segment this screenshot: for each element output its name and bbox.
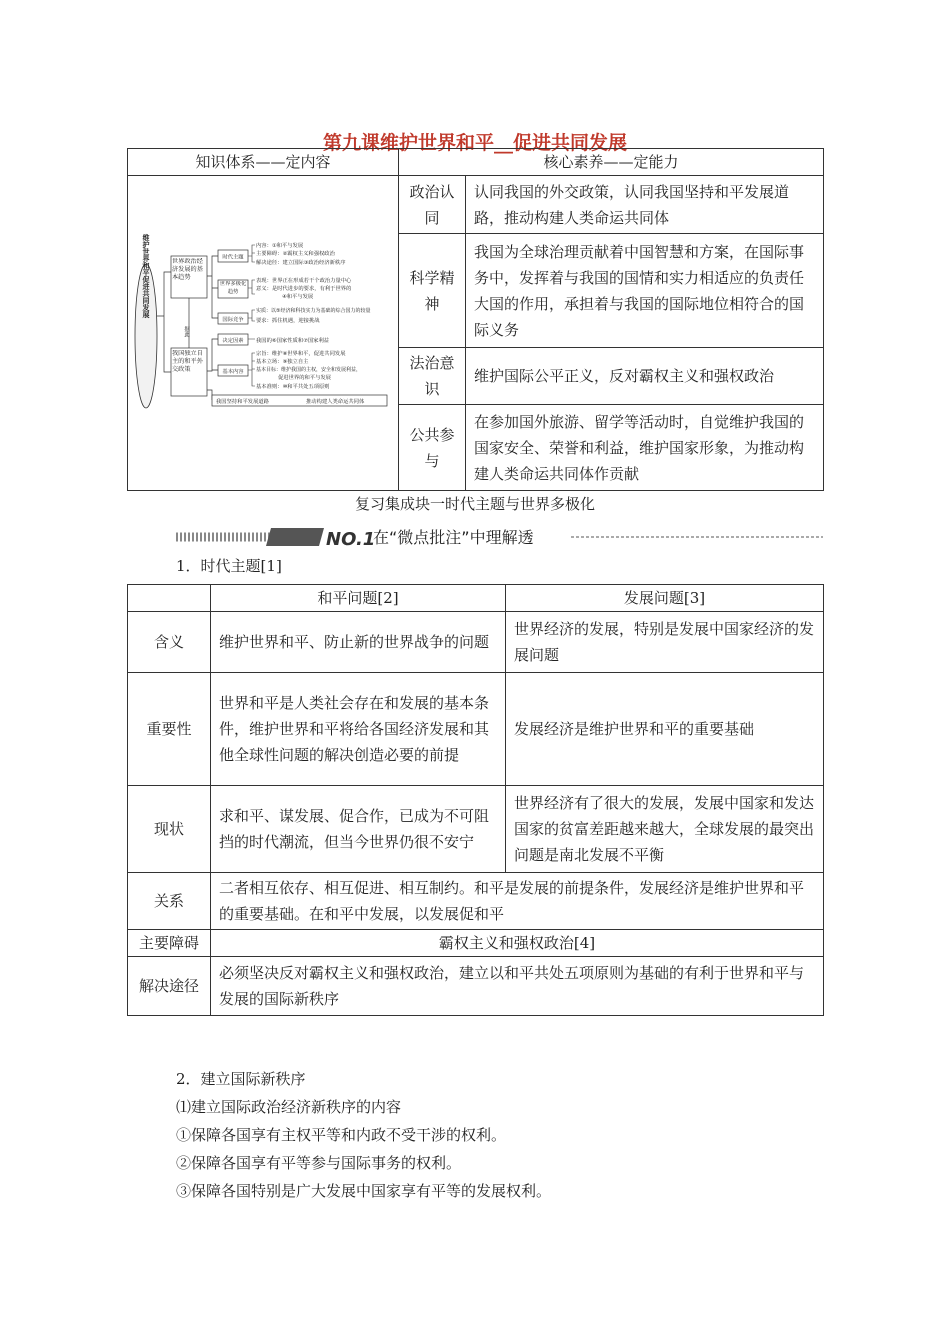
literacy-category: 政治认同 <box>399 176 466 234</box>
mindmap-detail: 意义：是时代进步的要求，有利于世界的 <box>256 286 352 292</box>
peace-cell: 求和平、谋发展、促合作，已成为不可阻挡的时代潮流，但当今世界仍很不安宁 <box>211 786 506 873</box>
mindmap-detail: 促进世界的和平与发展 <box>278 375 331 381</box>
literacy-description: 维护国际公平正义，反对霸权主义和强权政治 <box>466 348 824 405</box>
mindmap-branch2: 我国独立自主的和平外交政策 <box>172 350 203 373</box>
mindmap-branch1: 世界政治经济发展的基本趋势 <box>172 258 203 281</box>
section-banner <box>176 524 823 550</box>
mindmap-item-5: 基本内容 <box>222 369 244 375</box>
mindmap-detail: 实质：以⑤经济和科技实力为基础的综合国力的较量 <box>256 308 371 314</box>
mindmap-detail: 要求：抓住机遇，迎接挑战 <box>256 318 320 324</box>
mindmap-detail: ④和平与发展 <box>282 294 314 300</box>
literacy-description: 我国为全球治理贡献着中国智慧和方案，在国际事务中，发挥着与我国的国情和实力相适应的负责任大国的作用，承担着与我国的国际地位相符合的国际义务 <box>466 234 824 348</box>
literacy-description: 在参加国外旅游、留学等活动时，自觉维护我国的国家安全、荣誉和利益，维护国家形象，为推动构建人类命运共同体作贡献 <box>466 405 824 491</box>
header-literacy: 核心素养——定能力 <box>399 149 824 176</box>
mindmap-detail: 解决途径：建立国际③政治经济新秩序 <box>256 260 346 266</box>
peace-cell: 维护世界和平、防止新的世界战争的问题 <box>211 612 506 673</box>
mindmap-detail: 基本目标：维护我国的主权，安全和发展利益， <box>256 367 362 373</box>
list-item: ①保障各国享有主权平等和内政不受干涉的权利。 <box>176 1126 507 1144</box>
row-label: 含义 <box>128 612 211 673</box>
header-peace: 和平问题[2] <box>211 585 506 612</box>
row-label: 关系 <box>128 873 211 930</box>
mindmap-detail: 基本立场：⑨独立自主 <box>256 359 309 365</box>
knowledge-literacy-table <box>127 148 824 491</box>
section-subtitle: 复习集成块一时代主题与世界多极化 <box>354 495 595 513</box>
mindmap-item-2: 世界多极化趋势 <box>219 281 247 295</box>
literacy-category: 公共参与 <box>399 405 466 491</box>
page-title: 第九课维护世界和平__促进共同发展 <box>322 132 627 154</box>
literacy-description: 认同我国的外交政策，认同我国坚持和平发展道路，推动构建人类命运共同体 <box>466 176 824 234</box>
section-2-subheading: ⑴建立国际政治经济新秩序的内容 <box>176 1098 402 1116</box>
mindmap-detail: 主要障碍：②霸权主义和强权政治 <box>256 251 335 257</box>
mindmap-detail: 我国的⑥国家性质和⑦国家利益 <box>256 338 330 344</box>
row-label: 解决途径 <box>128 957 211 1016</box>
relation-cell: 二者相互依存、相互促进、相互制约。和平是发展的前提条件，发展经济是维护世界和平的重要基础。在和平中发展，以发展促和平 <box>211 873 824 930</box>
mindmap-cell <box>128 176 399 491</box>
banner-text: 在“微点批注”中理解透 <box>373 528 534 547</box>
row-label: 主要障碍 <box>128 930 211 957</box>
mindmap-item-4: 决定因素 <box>222 338 244 344</box>
row-label: 现状 <box>128 786 211 873</box>
section-2-heading: 2．建立国际新秩序 <box>176 1070 306 1088</box>
era-theme-table <box>127 584 824 1016</box>
peace-cell: 世界和平是人类社会存在和发展的基本条件，维护世界和平将给各国经济发展和其他全球性问题的解决创造必要的前提 <box>211 673 506 786</box>
literacy-category: 法治意识 <box>399 348 466 405</box>
mindmap-detail: 宗旨：维护⑧世界和平，促进共同发展 <box>256 351 346 357</box>
list-item: ③保障各国特别是广大发展中国家享有平等的发展权利。 <box>176 1182 552 1200</box>
mindmap-bottom-2: 推动构建人类命运共同体 <box>306 399 365 405</box>
development-cell: 世界经济的发展，特别是发展中国家经济的发展问题 <box>506 612 824 673</box>
mindmap-root: 维护世界和平促进共同发展 <box>142 234 150 318</box>
header-knowledge: 知识体系——定内容 <box>128 149 399 176</box>
solution-cell: 必须坚决反对霸权主义和强权政治，建立以和平共处五项原则为基础的有利于世界和平与发展的国际新秩序 <box>211 957 824 1016</box>
section-1-heading: 1．时代主题[1] <box>176 557 282 575</box>
literacy-category: 科学精神 <box>399 234 466 348</box>
header-blank <box>128 585 211 612</box>
mindmap-item-1: 时代主题 <box>222 254 244 261</box>
mindmap-detail: 表现：世界正在形成若干个政治力量中心 <box>256 278 352 284</box>
obstacle-cell: 霸权主义和强权政治[4] <box>211 930 824 957</box>
list-item: ②保障各国享有平等参与国际事务的权利。 <box>176 1154 462 1172</box>
mindmap-link: 据此 <box>183 326 189 337</box>
mindmap-item-3: 国际竞争 <box>222 317 244 323</box>
banner-number: NO.1 <box>326 529 376 550</box>
mindmap-detail: 内容：①和平与发展 <box>256 243 304 249</box>
development-cell: 发展经济是维护世界和平的重要基础 <box>506 673 824 786</box>
knowledge-mindmap <box>128 176 398 490</box>
development-cell: 世界经济有了很大的发展，发展中国家和发达国家的贫富差距越来越大，全球发展的最突出问题是南北发展不平衡 <box>506 786 824 873</box>
row-label: 重要性 <box>128 673 211 786</box>
header-development: 发展问题[3] <box>506 585 824 612</box>
mindmap-bottom-1: 我国坚持和平发展道路 <box>216 399 269 405</box>
mindmap-detail: 基本准则：⑩和平共处五项原则 <box>256 384 330 390</box>
